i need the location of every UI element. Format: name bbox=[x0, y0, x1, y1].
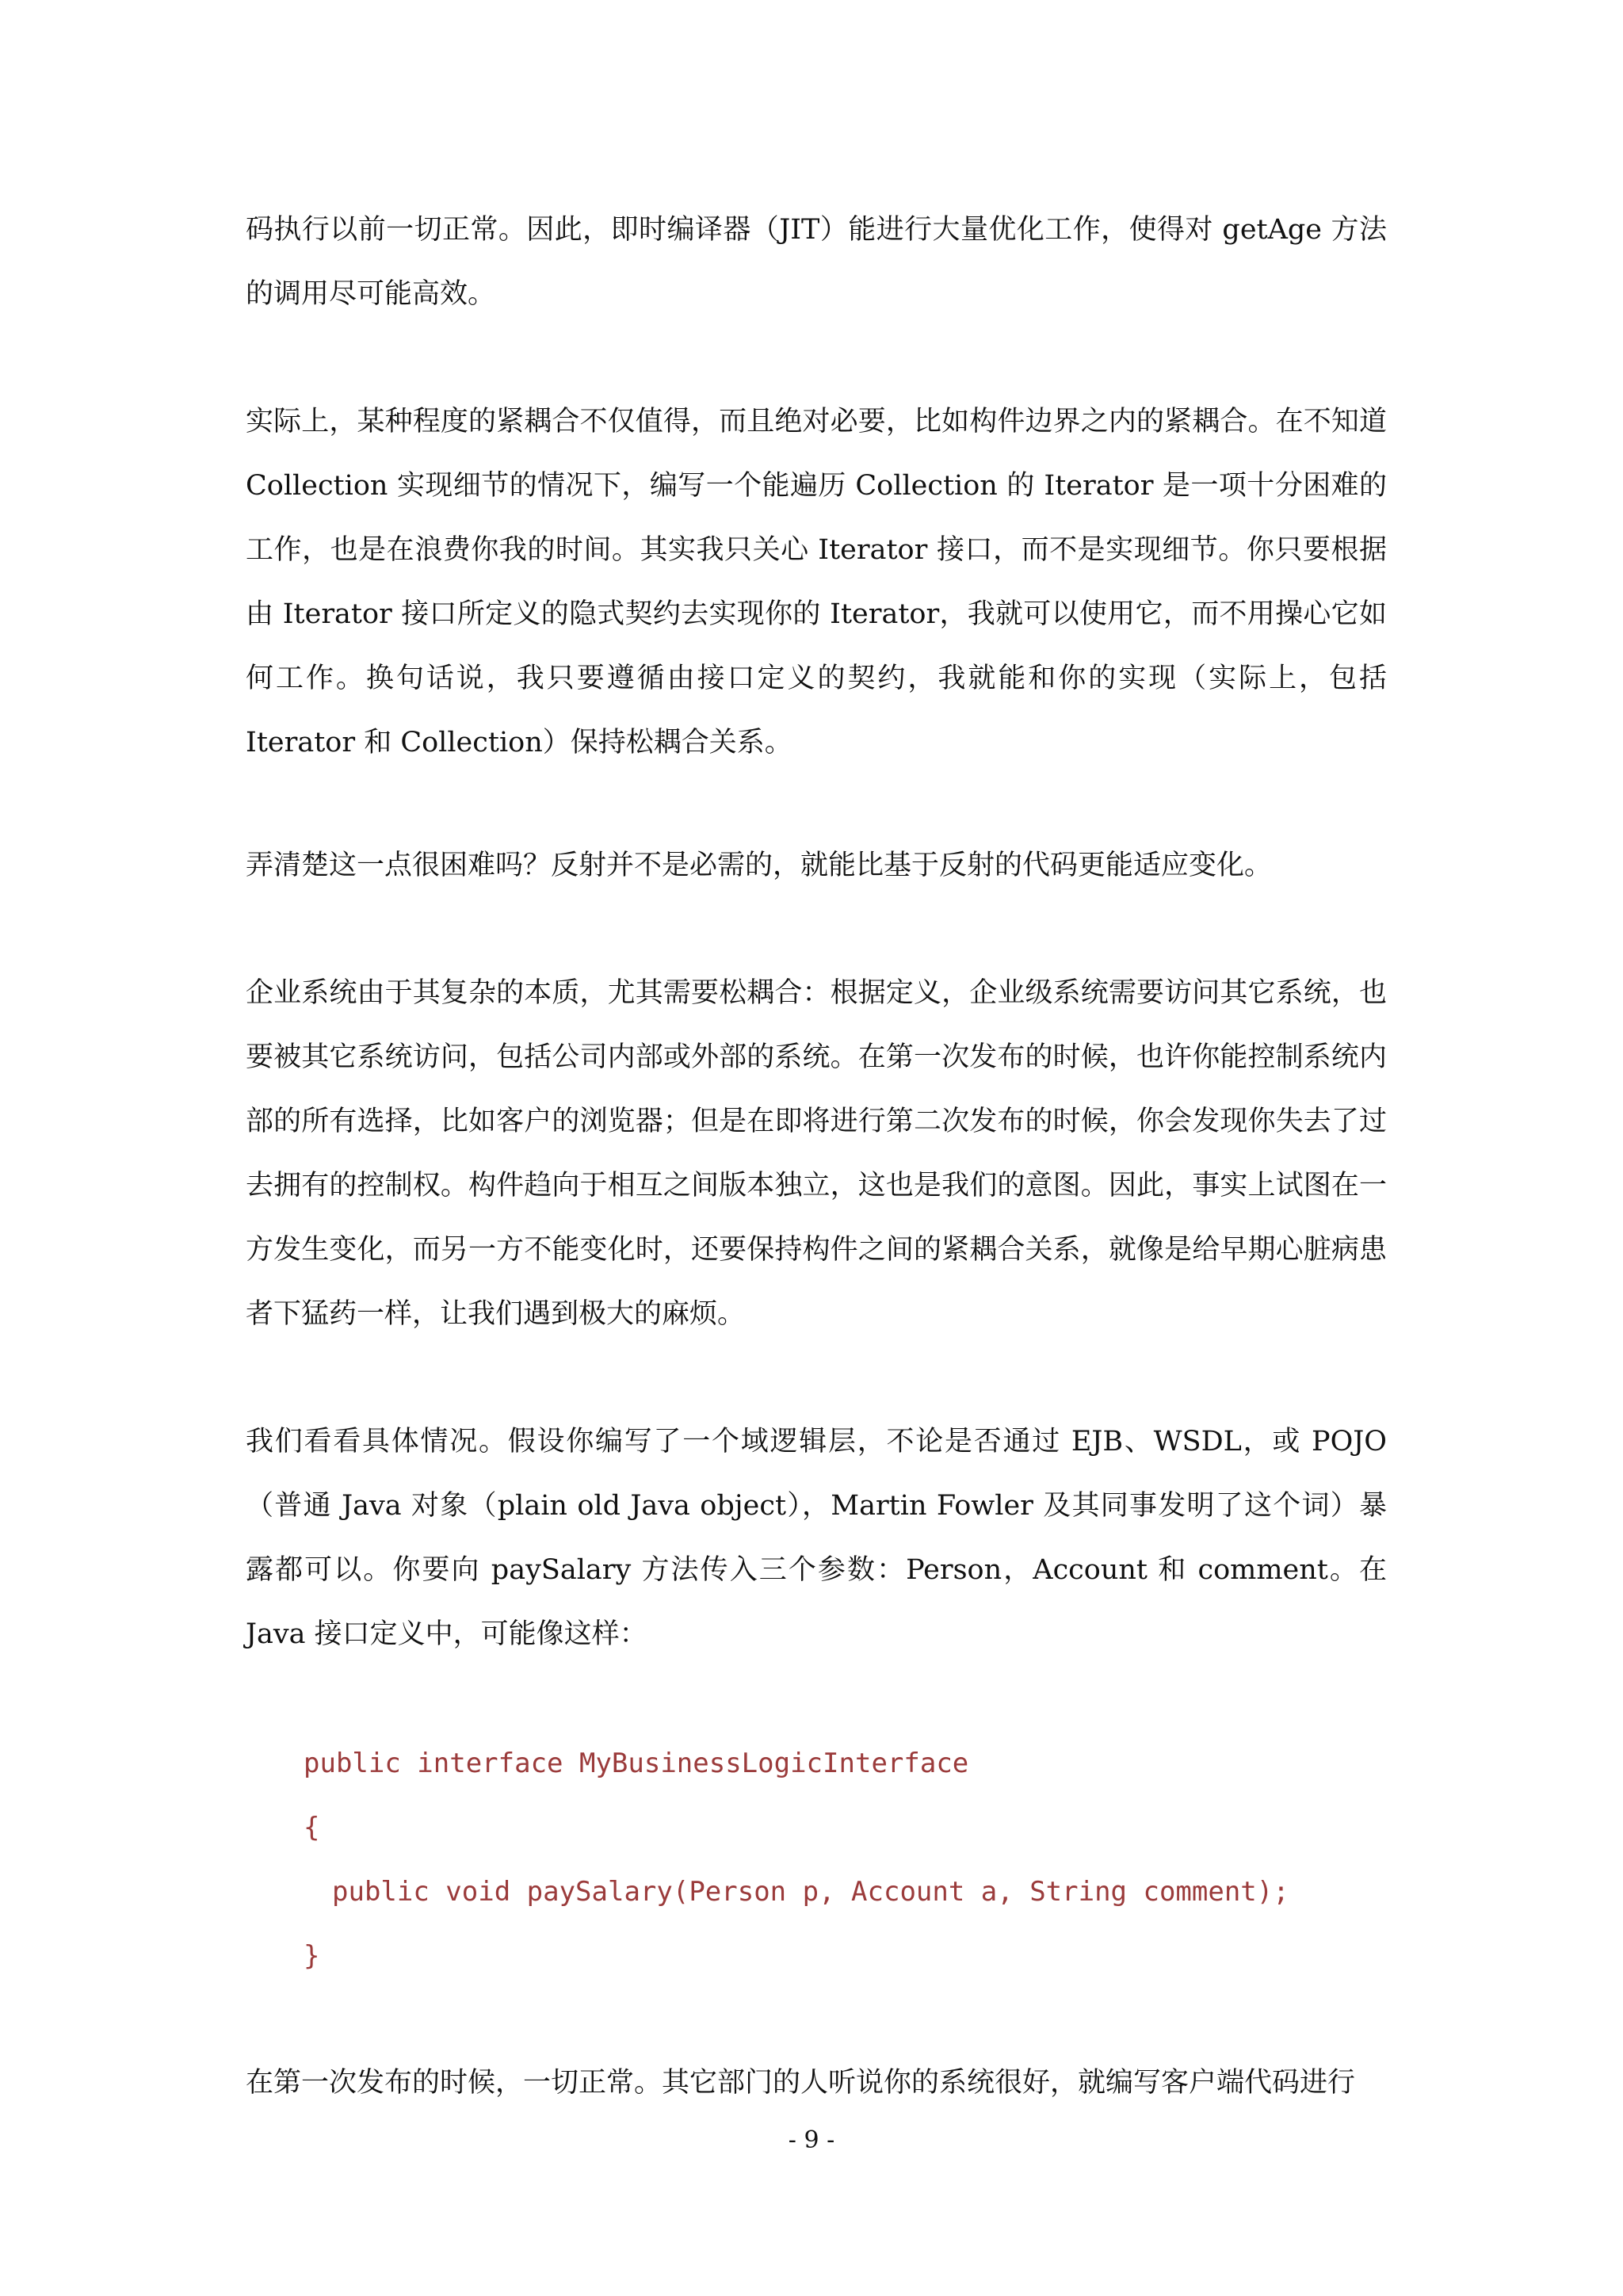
paragraph-domain-logic: 我们看看具体情况。假设你编写了一个域逻辑层，不论是否通过 EJB、WSDL，或 POJO （普通 Java 对象（plain old Java object），Martin Fowler 及其同事发明了这个词）暴露都可以。你要向 paySalary 方法传入三个参数：Person，Account 和 comment。在 Java 接口定义中，可能像这样： bbox=[246, 1426, 1387, 1650]
code-line: public void paySalary(Person p, Account a, String comment); bbox=[332, 1876, 1289, 1908]
java-interface-code bbox=[304, 1732, 1413, 1988]
page-number: - 9 - bbox=[788, 2126, 835, 2154]
paragraph-enterprise-systems: 企业系统由于其复杂的本质，尤其需要松耦合：根据定义，企业级系统需要访问其它系统，也要被其它系统访问，包括公司内部或外部的系统。在第一次发布的时候，也许你能控制系统内部的所有选择，比如客户的浏览器；但是在即将进行第二次发布的时候，你会发现你失去了过去拥有的控制权。构件趋向于相互之间版本独立，这也是我们的意图。因此，事实上试图在一方发生变化，而另一方不能变化时，还要保持构件之间的紧耦合关系，就像是给早期心脏病患者下猛药一样，让我们遇到极大的麻烦。 bbox=[246, 977, 1387, 1330]
paragraph-jit: 码执行以前一切正常。因此，即时编译器（JIT）能进行大量优化工作，使得对 getAge 方法的调用尽可能高效。 bbox=[246, 214, 1387, 310]
code-line: } bbox=[304, 1940, 320, 1972]
paragraph-reflection: 弄清楚这一点很困难吗？反射并不是必需的，就能比基于反射的代码更能适应变化。 bbox=[246, 850, 1273, 881]
paragraph-first-release: 在第一次发布的时候，一切正常。其它部门的人听说你的系统很好，就编写客户端代码进行 bbox=[246, 2067, 1356, 2099]
code-line: { bbox=[304, 1812, 320, 1843]
code-line: public interface MyBusinessLogicInterface bbox=[304, 1748, 969, 1779]
paragraph-tight-coupling: 实际上，某种程度的紧耦合不仅值得，而且绝对必要，比如构件边界之内的紧耦合。在不知道 Collection 实现细节的情况下，编写一个能遍历 Collection 的 Iterator 是一项十分困难的工作，也是在浪费你我的时间。其实我只关心 Iterator 接口，而不是实现细节。你只要根据由 Iterator 接口所定义的隐式契约去实现你的 Iterator，我就可以使用它，而不用操心它如何工作。换句话说，我只要遵循由接口定义的契约，我就能和你的实现（实际上，包括 Iterator 和 Collection）保持松耦合关系。 bbox=[246, 406, 1387, 758]
